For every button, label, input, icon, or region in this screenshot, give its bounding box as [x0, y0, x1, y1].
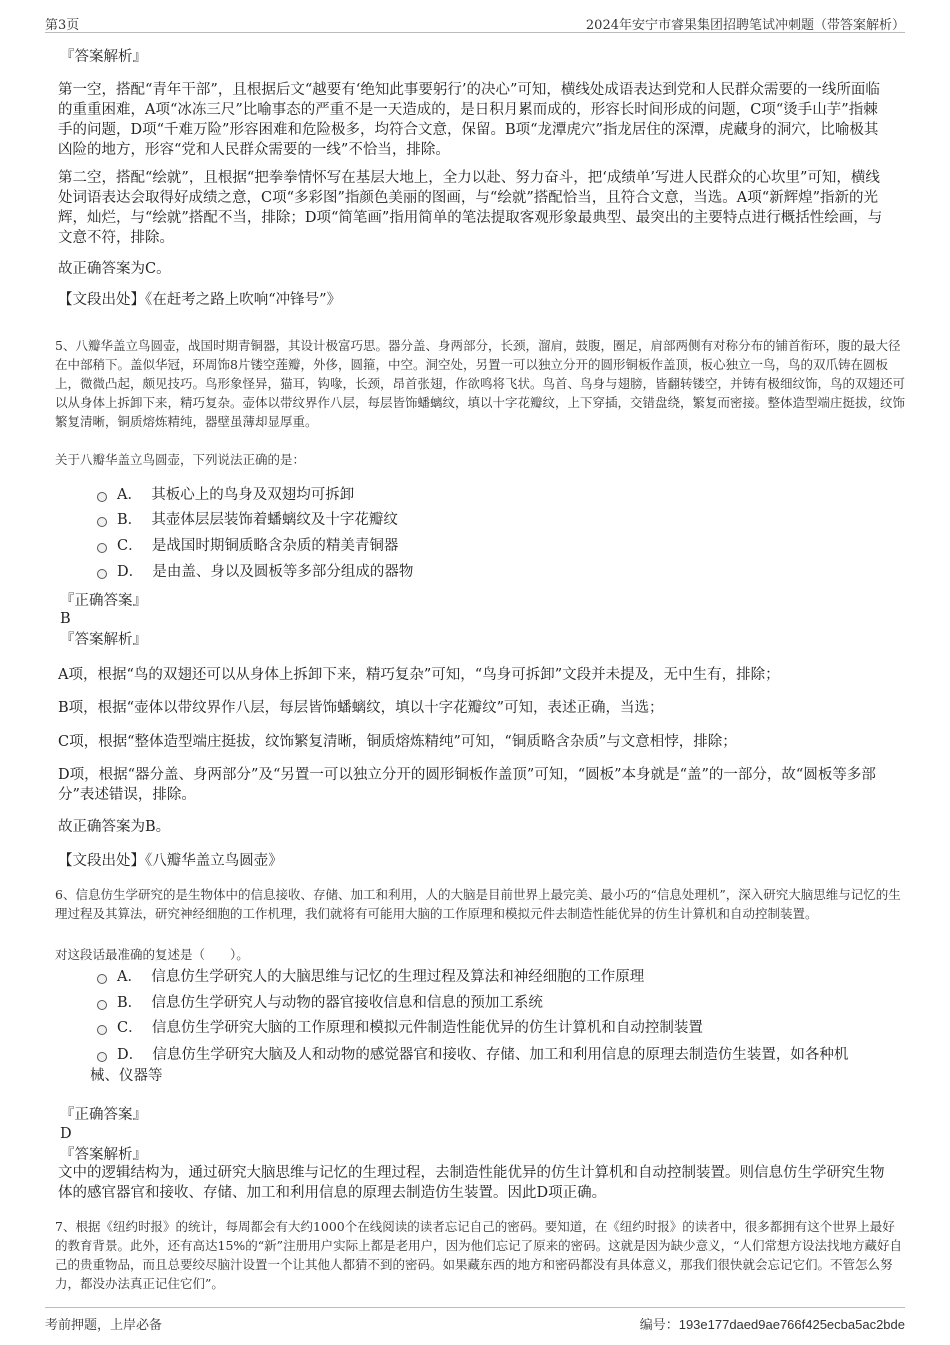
radio-icon[interactable]	[97, 543, 107, 553]
question-5-prompt: 关于八瓣华盖立鸟圆壶，下列说法正确的是：	[55, 452, 306, 467]
source-citation: 【文段出处】《在赶考之路上吹响“冲锋号”》	[58, 292, 342, 308]
analysis-option-d: D项，根据“器分盖、身两部分”及“另置一可以独立分开的圆形铜板作盖顶”可知，“圆板”本身就是“盖”的一部分，故“圆板等多部分”表述错误，排除。	[58, 767, 876, 803]
option-text: 信息仿生学研究人与动物的器官接收信息和信息的预加工系统	[151, 995, 543, 1011]
question-5-passage: 5、八瓣华盖立鸟圆壶，战国时期青铜器，其设计极富巧思。器分盖、身两部分，长颈，溜肩，鼓腹，圈足，肩部两侧有对称分布的铺首衔环，腹的最大径在中部稍下。盖似华冠，环周饰8片镂空莲瓣，外侈，圆箍，中空。洞空处，另置一可以独立分开的圆形铜板作盖顶，板心独立一鸟，鸟的双爪铸在圆板上，微微凸起，颇见技巧。鸟形象怪异，猫耳，钩喙，长颈，昂首张翅，作欲鸣将飞状。鸟首、鸟身与翅膀，皆翻转镂空，并铸有极细纹饰，鸟的双翅还可以从身体上拆卸下来，精巧复杂。壶体以带纹界作八层，每层皆饰蟠螭纹，填以十字花瓣纹，上下穿插，交错盘绕，繁复而密接。整体造型端庄挺拔，纹饰繁复清晰，铜质熔炼精纯，器壁虽薄却显厚重。	[55, 338, 906, 429]
option-text: 信息仿生学研究人的大脑思维与记忆的生理过程及算法和神经细胞的工作原理	[151, 969, 645, 985]
question-6-prompt: 对这段话最准确的复述是（ ）。	[55, 947, 249, 962]
correct-answer-label: 『正确答案』	[60, 1107, 147, 1123]
document-title: 2024年安宁市睿果集团招聘笔试冲刺题（带答案解析）	[585, 18, 905, 33]
answer-analysis-label: 『答案解析』	[60, 632, 147, 648]
option-text: 信息仿生学研究大脑及人和动物的感觉器官和接收、存储、加工和利用信息的原理去制造仿生装置，如各种机械、仪器等	[90, 1047, 849, 1084]
footer-slogan: 考前押题，上岸必备	[45, 1318, 163, 1333]
page-header	[45, 12, 905, 33]
radio-icon[interactable]	[97, 517, 107, 527]
source-citation: 【文段出处】《八瓣华盖立鸟圆壶》	[58, 853, 283, 869]
option-letter: D．	[117, 564, 144, 580]
option-letter: D．	[117, 1047, 144, 1063]
option-letter: C．	[117, 1020, 143, 1036]
option-letter: B．	[117, 512, 143, 528]
code-value: 193e177daed9ae766f425ecba5ac2bde	[678, 1317, 905, 1332]
correct-answer-label: 『正确答案』	[60, 593, 147, 609]
option-letter: A．	[117, 969, 142, 985]
option-letter: B．	[117, 995, 143, 1011]
document-code	[640, 1314, 905, 1333]
option-text: 是由盖、身以及圆板等多部分组成的器物	[152, 564, 414, 580]
analysis-option-a: A项，根据“鸟的双翅还可以从身体上拆卸下来，精巧复杂”可知，“鸟身可拆卸”文段并未提及，无中生有，排除；	[58, 667, 780, 683]
question-6-passage: 6、信息仿生学研究的是生物体中的信息接收、存储、加工和利用，人的大脑是目前世界上最完美、最小巧的“信息处理机”，深入研究大脑思维与记忆的生理过程及其算法，研究神经细胞的工作机理，我们就将有可能用大脑的工作原理和模拟元件去制造性能优异的仿生计算机和自动控制装置。	[55, 887, 901, 921]
analysis-option-c: C项，根据“整体造型端庄挺拔，纹饰繁复清晰，铜质熔炼精纯”可知，“铜质略含杂质”与文意相悖，排除；	[58, 734, 737, 750]
option-letter: A．	[117, 487, 142, 503]
answer-analysis-label: 『答案解析』	[60, 1147, 147, 1163]
analysis-option-b: B项，根据“壶体以带纹界作八层，每层皆饰蟠螭纹，填以十字花瓣纹”可知，表述正确，当选；	[58, 700, 664, 716]
analysis-paragraph-2: 第二空，搭配“绘就”，且根据“把拳拳情怀写在基层大地上，全力以赴、努力奋斗，把‘成绩单’写进人民群众的心坎里”可知，横线处词语表达会取得好成绩之意，C项“多彩图”指颜色美丽的图画，与“绘就”搭配恰当，且符合文意，当选。A项“新辉煌”指新的光辉，灿烂，与“绘就”搭配不当，排除；D项“简笔画”指用简单的笔法提取客观形象最典型、最突出的主要特点进行概括性绘画，与文意不符，排除。	[58, 170, 883, 246]
radio-icon[interactable]	[97, 1000, 107, 1010]
radio-icon[interactable]	[97, 569, 107, 579]
page-footer	[45, 1307, 905, 1334]
answer-analysis-label: 『答案解析』	[60, 49, 147, 65]
analysis-paragraph-1: 第一空，搭配“青年干部”，且根据后文“越要有‘绝知此事要躬行’的决心”可知，横线处成语表达到党和人民群众需要的一线所面临的重重困难，A项“冰冻三尺”比喻事态的严重不是一天造成的，是日积月累而成的，形容长时间形成的问题，C项“烫手山芋”指棘手的问题，D项“千难万险”形容困难和危险极多，均符合文意，保留。B项“龙潭虎穴”指龙居住的深潭，虎藏身的洞穴，比喻极其凶险的地方，形容“党和人民群众需要的一线”不恰当，排除。	[58, 82, 880, 158]
radio-icon[interactable]	[97, 974, 107, 984]
code-label: 编号：	[639, 1318, 679, 1333]
option-text: 其板心上的鸟身及双翅均可拆卸	[151, 487, 355, 503]
answer-statement: 故正确答案为B。	[58, 819, 171, 835]
answer-statement: 故正确答案为C。	[58, 261, 171, 277]
radio-icon[interactable]	[97, 1025, 107, 1035]
question-7-passage: 7、根据《纽约时报》的统计，每周都会有大约1000个在线阅读的读者忘记自己的密码。要知道，在《纽约时报》的读者中，很多都拥有这个世界上最好的教育背景。此外，还有高达15%的“新”注册用户实际上都是老用户，因为他们忘记了原来的密码。这就是因为缺少意义，“人们常想方设法找地方藏好自己的贵重物品，而且总要绞尽脑汁设置一个让其他人都猜不到的密码。如果藏东西的地方和密码都没有具体意义，那我们很快就会忘记它们。不管怎么努力，都没办法真正记住它们”。	[55, 1219, 902, 1291]
page-number: 第3页	[45, 18, 80, 33]
correct-answer-value: B	[60, 611, 71, 627]
radio-icon[interactable]	[97, 492, 107, 502]
option-letter: C．	[117, 538, 143, 554]
option-text: 其壶体层层装饰着蟠螭纹及十字花瓣纹	[151, 512, 398, 528]
correct-answer-value: D	[60, 1126, 72, 1142]
analysis-paragraph: 文中的逻辑结构为，通过研究大脑思维与记忆的生理过程，去制造性能优异的仿生计算机和自动控制装置。则信息仿生学研究生物体的感官器官和接收、存储、加工和利用信息的原理去制造仿生装置。因此D项正确。	[58, 1165, 885, 1201]
option-text: 信息仿生学研究大脑的工作原理和模拟元件制造性能优异的仿生计算机和自动控制装置	[151, 1020, 703, 1036]
option-text: 是战国时期铜质略含杂质的精美青铜器	[151, 538, 399, 554]
